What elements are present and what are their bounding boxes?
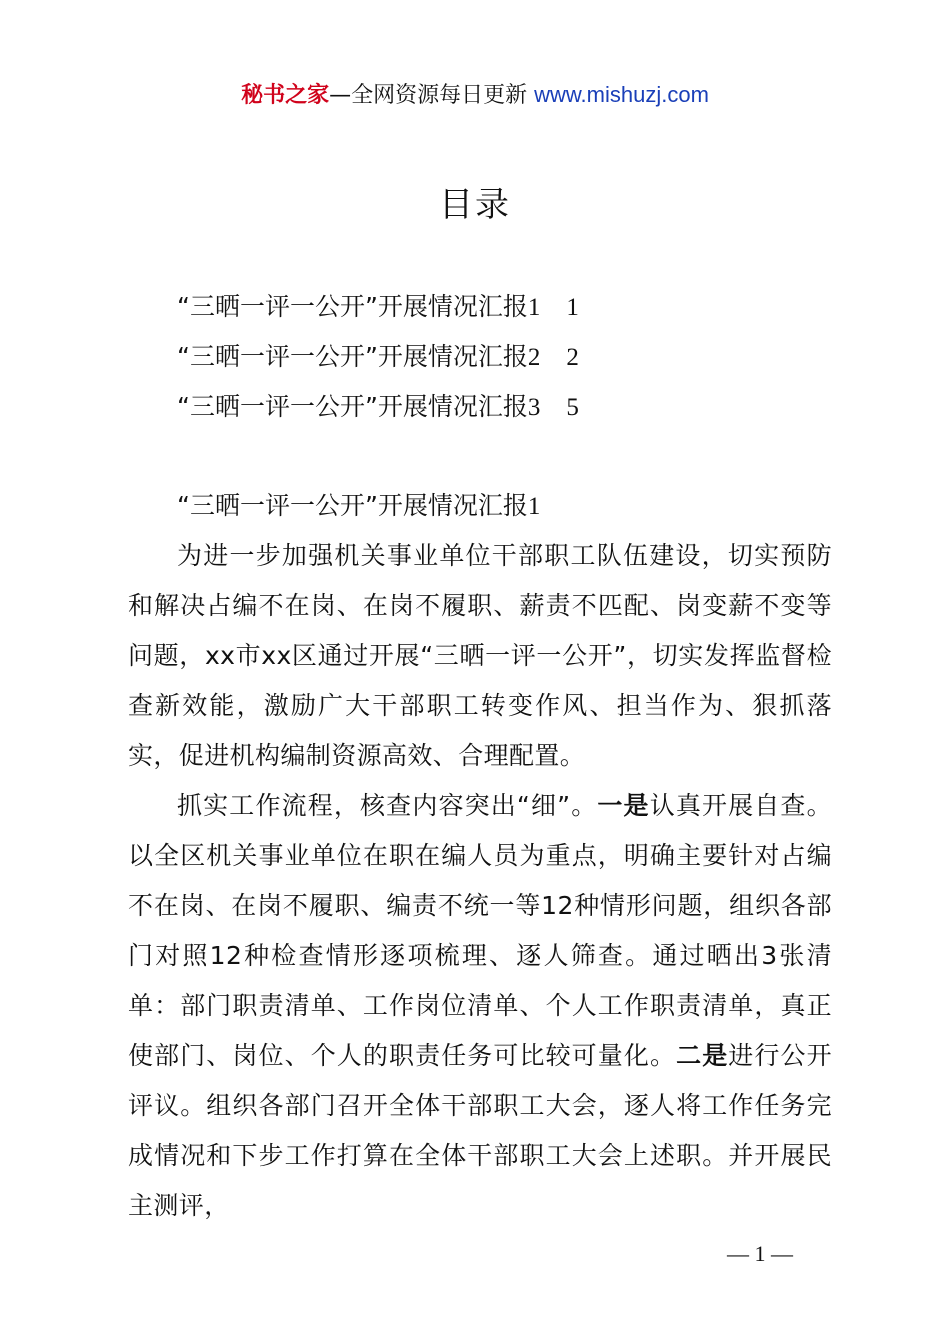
toc-entry-page: 5 — [566, 394, 579, 421]
section-heading-number: 1 — [527, 493, 541, 520]
section-heading — [128, 481, 832, 531]
point-one-text: 认真开展自查。以全区机关事业单位在职在编人员为重点，明确主要针对占编不在岗、在岗不履职、编责不统一等12种情形问题，组织各部门对照12种检查情形逐项梳理、逐人筛查。通过晒出3张清单：部门职责清单、工作岗位清单、个人工作职责清单，真正使部门、岗位、个人的职责任务可比较可量化。 — [128, 791, 832, 1070]
toc-entry[interactable] — [177, 382, 777, 432]
table-of-contents — [177, 282, 777, 432]
toc-entry-label: “三晒一评一公开”开展情况汇报 — [177, 392, 528, 421]
toc-entry-number: 2 — [527, 344, 541, 371]
point-one-marker: 一是 — [597, 791, 650, 820]
site-url-link[interactable]: www.mishuzj.com — [534, 82, 709, 107]
toc-entry[interactable] — [177, 282, 777, 332]
site-tagline: —全网资源每日更新 — [329, 83, 528, 108]
point-two-text: 进行公开评议。组织各部门召开全体干部职工大会，逐人将工作任务完成情况和下步工作打算在全体干部职工大会上述职。并开展民主测评， — [128, 1041, 832, 1220]
section-heading-text: “三晒一评一公开”开展情况汇报 — [177, 491, 528, 520]
point-two-marker: 二是 — [676, 1041, 729, 1070]
toc-entry-number: 3 — [527, 394, 541, 421]
toc-entry[interactable] — [177, 332, 777, 382]
paragraph-workflow — [128, 781, 832, 1231]
article-body — [128, 481, 832, 1231]
toc-title: 目录 — [439, 185, 511, 225]
toc-entry-label: “三晒一评一公开”开展情况汇报 — [177, 342, 528, 371]
paragraph-lead: 抓实工作流程，核查内容突出“细”。 — [177, 791, 598, 820]
site-brand: 秘书之家 — [241, 83, 330, 108]
toc-entry-label: “三晒一评一公开”开展情况汇报 — [177, 292, 528, 321]
toc-entry-page: 2 — [566, 344, 579, 371]
page-number: — 1 — — [727, 1241, 793, 1266]
paragraph-intro: 为进一步加强机关事业单位干部职工队伍建设，切实预防和解决占编不在岗、在岗不履职、薪责不匹配、岗变薪不变等问题，xx市xx区通过开展“三晒一评一公开”，切实发挥监督检查新效能，激励广大干部职工转变作风、担当作为、狠抓落实，促进机构编制资源高效、合理配置。 — [128, 541, 832, 770]
toc-entry-page: 1 — [566, 294, 579, 321]
site-header — [0, 80, 950, 111]
toc-entry-number: 1 — [527, 294, 541, 321]
